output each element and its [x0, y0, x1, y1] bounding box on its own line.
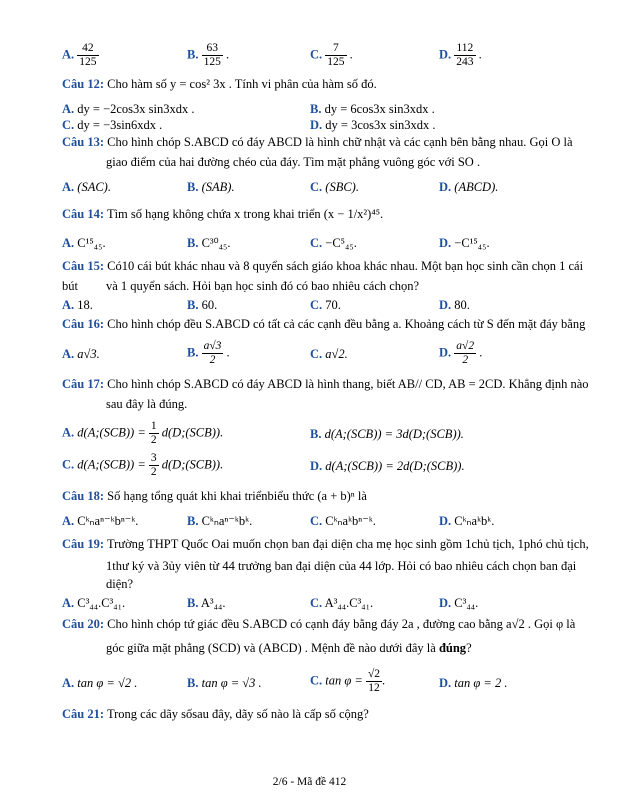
- q12-stem: Câu 12: Cho hàm số y = cos² 3x . Tính vi phân của hàm số đó.: [62, 77, 377, 91]
- q13-stem-cont: giao điểm của hai đường chéo của đáy. Tìm mặt phẳng vuông góc với SO .: [106, 155, 481, 169]
- q17-option-b: B. d(A;(SCB)) = 3d(D;(SCB)).: [310, 427, 464, 441]
- q19-options: [62, 592, 602, 614]
- q19-stem-cont2: diện?: [106, 577, 134, 591]
- q16-option-a: A. a√3.: [62, 347, 100, 361]
- q21-stem: Câu 21: Trong các dãy sốsau đây, dãy số nào là cấp số cộng?: [62, 707, 369, 721]
- q20-option-a: A. tan φ = √2 .: [62, 676, 138, 690]
- q20-emphasis: đúng: [438, 641, 467, 655]
- q14-option-b: B. C³⁰₄₅.: [187, 236, 231, 250]
- q11-option-c: C. $\frac{7}{125}$ .: [310, 42, 353, 68]
- q19-option-b: B. A³₄₄.: [187, 596, 226, 610]
- q20-options: [62, 668, 602, 698]
- q15-option-d: D. 80.: [439, 298, 470, 312]
- q19-option-a: A. C³₄₄.C³₄₁.: [62, 596, 126, 610]
- q19-stem-cont1: 1thư ký và 3ủy viên từ 44 trưởng ban đại diện của 44 lớp. Hỏi có bao nhiêu cách chọn ban đại: [106, 559, 577, 573]
- q17-stem-cont: sau đây là đúng.: [106, 397, 188, 411]
- q19-stem: Câu 19: Trường THPT Quốc Oai muốn chọn ban đại diện cha mẹ học sinh gồm 1chủ tịch, 1phó chủ tịch,: [62, 537, 589, 551]
- q16-option-d: D. $\frac{a√2}{2}$ .: [439, 340, 483, 366]
- q15-option-a: A. 18.: [62, 298, 93, 312]
- q17-options-row2: [62, 452, 602, 480]
- q20-option-d: D. tan φ = 2 .: [439, 676, 508, 690]
- q12-option-b: B. dy = 6cos3x sin3xdx .: [310, 102, 435, 116]
- q12-option-c: C. dy = −3sin6xdx .: [62, 118, 163, 132]
- q12-option-a: A. dy = −2cos3x sin3xdx .: [62, 102, 195, 116]
- q14-stem: Câu 14: Tìm số hạng không chứa x trong khai triển (x − 1/x²)⁴⁵.: [62, 207, 384, 221]
- q19-option-c: C. A³₄₄.C³₄₁.: [310, 596, 374, 610]
- q11-options: [62, 42, 602, 72]
- q13-stem: Câu 13: Cho hình chóp S.ABCD có đáy ABCD là hình chữ nhật và các cạnh bên bằng nhau. Gọi O là: [62, 135, 573, 149]
- q15-stem-cont: và 1 quyển sách. Hỏi bạn học sinh đó có bao nhiêu cách chọn?: [106, 279, 420, 293]
- q17-option-d: D. d(A;(SCB)) = 2d(D;(SCB)).: [310, 459, 465, 473]
- q15-options: [62, 294, 602, 316]
- q20-option-b: B. tan φ = √3 .: [187, 676, 262, 690]
- q18-stem: Câu 18: Số hạng tổng quát khi khai triểnbiểu thức (a + b)ⁿ là: [62, 489, 367, 503]
- q20-stem-cont: góc giữa mặt phẳng (SCD) và (ABCD) . Mệnh đề nào dưới đây là đúng?: [106, 641, 472, 655]
- q18-options: [62, 510, 602, 532]
- q16-stem: Câu 16: Cho hình chóp đều S.ABCD có tất cả các cạnh đều bằng a. Khoảng cách từ S đến mặt đáy bằng: [62, 317, 586, 331]
- q18-option-d: D. Cᵏₙaᵏbᵏ.: [439, 514, 495, 528]
- q20-option-c: C. tan φ = $\frac{√2}{12}$ .: [310, 668, 386, 694]
- q15-option-c: C. 70.: [310, 298, 341, 312]
- q17-option-a: A. d(A;(SCB)) = $\frac{1}{2}$ d(D;(SCB)).: [62, 420, 224, 446]
- q18-option-a: A. Cᵏₙaⁿ⁻ᵏbⁿ⁻ᵏ.: [62, 514, 139, 528]
- q14-option-a: A. C¹⁵₄₅.: [62, 236, 106, 250]
- q13-option-c: C. (SBC).: [310, 180, 359, 194]
- q14-option-c: C. −C⁵₄₅.: [310, 236, 357, 250]
- q17-option-c: C. d(A;(SCB)) = $\frac{3}{2}$ d(D;(SCB)).: [62, 452, 224, 478]
- q16-option-c: C. a√2.: [310, 347, 348, 361]
- q15-option-b: B. 60.: [187, 298, 218, 312]
- q13-options: [62, 176, 602, 198]
- q16-option-b: B. $\frac{a√3}{2}$ .: [187, 340, 230, 366]
- q14-option-d: D. −C¹⁵₄₅.: [439, 236, 490, 250]
- q17-stem: Câu 17: Cho hình chóp S.ABCD có đáy ABCD là hình thang, biết AB// CD, AB = 2CD. Khẳng định nào: [62, 377, 589, 391]
- q13-option-b: B. (SAB).: [187, 180, 235, 194]
- q16-options: [62, 340, 602, 368]
- q12-option-d: D. dy = 3cos3x sin3xdx .: [310, 118, 436, 132]
- q18-option-b: B. Cᵏₙaⁿ⁻ᵏbᵏ.: [187, 514, 253, 528]
- q18-option-c: C. Cᵏₙaᵏbⁿ⁻ᵏ.: [310, 514, 376, 528]
- q13-option-d: D. (ABCD).: [439, 180, 499, 194]
- q11-option-a: A. $\frac{42}{125}$: [62, 42, 97, 68]
- q13-option-a: A. (SAC).: [62, 180, 111, 194]
- q19-option-d: D. C³₄₄.: [439, 596, 479, 610]
- q11-option-d: D. $\frac{112}{243}$ .: [439, 42, 482, 68]
- q11-option-b: B. $\frac{63}{125}$ .: [187, 42, 230, 68]
- q15-stem: Câu 15: Có10 cái bút khác nhau và 8 quyển sách giáo khoa khác nhau. Một bạn học sinh cần chọn 1 cái bút: [62, 259, 584, 293]
- page-footer: 2/6 - Mã đề 412: [272, 776, 347, 788]
- q14-options: [62, 232, 602, 254]
- q20-stem: Câu 20: Cho hình chóp tứ giác đều S.ABCD có cạnh đáy bằng đáy 2a , đường cao bằng a√2 . Gọi φ là: [62, 617, 576, 631]
- q17-options-row1: [62, 420, 602, 448]
